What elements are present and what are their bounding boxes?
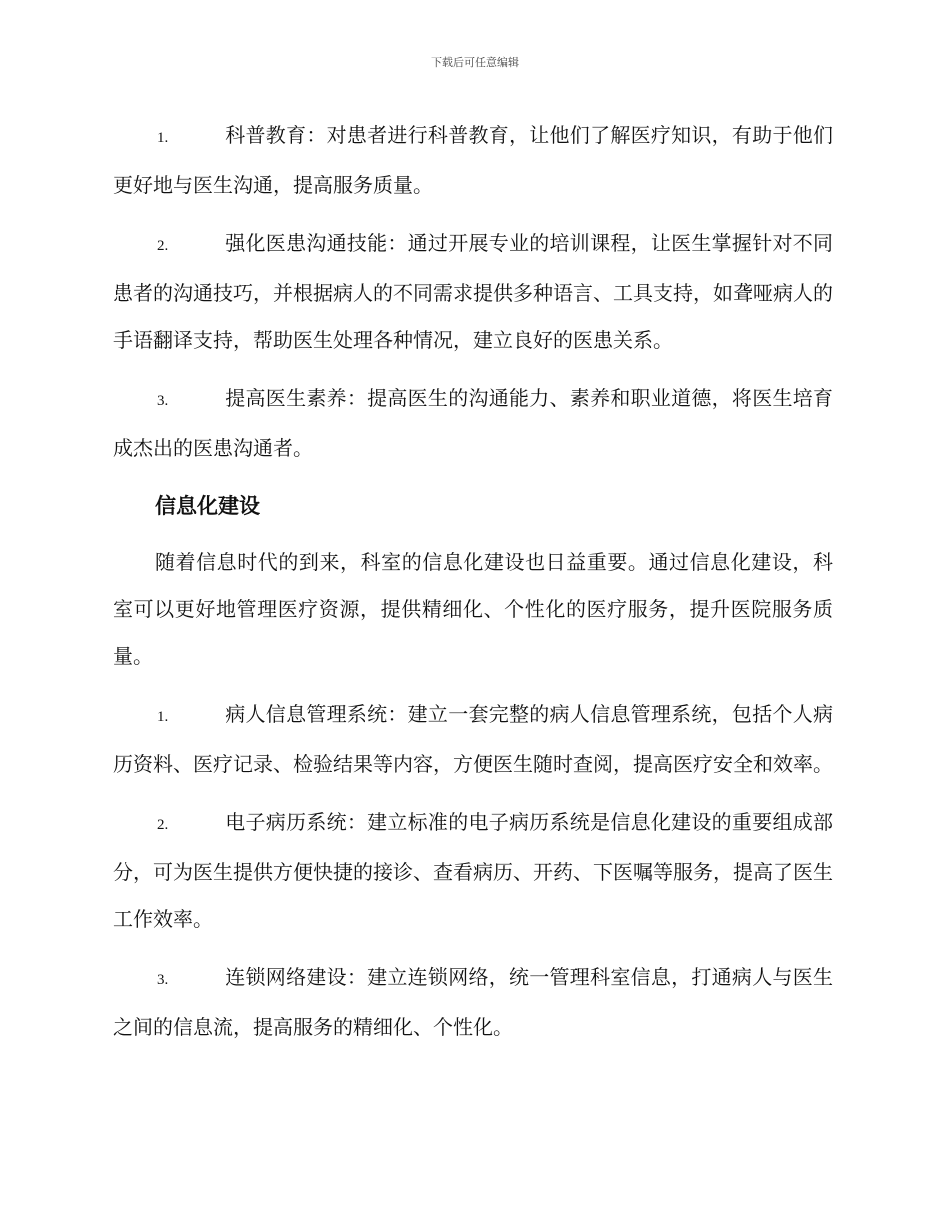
- list-item: [113, 799, 833, 943]
- list-number: 2.: [157, 238, 169, 254]
- list-item: [113, 691, 833, 788]
- page-header: 下载后可任意编辑: [431, 56, 519, 69]
- list-item: [113, 112, 833, 209]
- list-number: 1.: [157, 130, 169, 146]
- list-number: 1.: [157, 709, 169, 725]
- section-heading: 信息化建设: [155, 494, 260, 518]
- list-number: 3.: [157, 972, 169, 988]
- list-item-text: 连锁网络建设：建立连锁网络，统一管理科室信息，打通病人与医生之间的信息流，提高服务的精细化、个性化。: [113, 965, 833, 1039]
- intro-paragraph: 随着信息时代的到来，科室的信息化建设也日益重要。通过信息化建设，科室可以更好地管理医疗资源，提供精细化、个性化的医疗服务，提升医院服务质量。: [113, 550, 833, 668]
- list-number: 3.: [157, 393, 169, 409]
- list-item-text: 电子病历系统：建立标准的电子病历系统是信息化建设的重要组成部分，可为医生提供方便快捷的接诊、查看病历、开药、下医嘱等服务，提高了医生工作效率。: [113, 810, 833, 931]
- list-item: [113, 375, 833, 472]
- list-item-text: 强化医患沟通技能：通过开展专业的培训课程，让医生掌握针对不同患者的沟通技巧，并根据病人的不同需求提供多种语言、工具支持，如聋哑病人的手语翻译支持，帮助医生处理各种情况，建立良好的医患关系。: [113, 231, 833, 352]
- list-number: 2.: [157, 817, 169, 833]
- list-item: [113, 220, 833, 364]
- list-item: [113, 954, 833, 1051]
- list-item-text: 科普教育：对患者进行科普教育，让他们了解医疗知识，有助于他们更好地与医生沟通，提高服务质量。: [113, 123, 833, 197]
- document-body: [113, 112, 833, 1062]
- list-item-text: 提高医生素养：提高医生的沟通能力、素养和职业道德，将医生培育成杰出的医患沟通者。: [113, 386, 833, 460]
- list-item-text: 病人信息管理系统：建立一套完整的病人信息管理系统，包括个人病历资料、医疗记录、检验结果等内容，方便医生随时查阅，提高医疗安全和效率。: [113, 702, 833, 776]
